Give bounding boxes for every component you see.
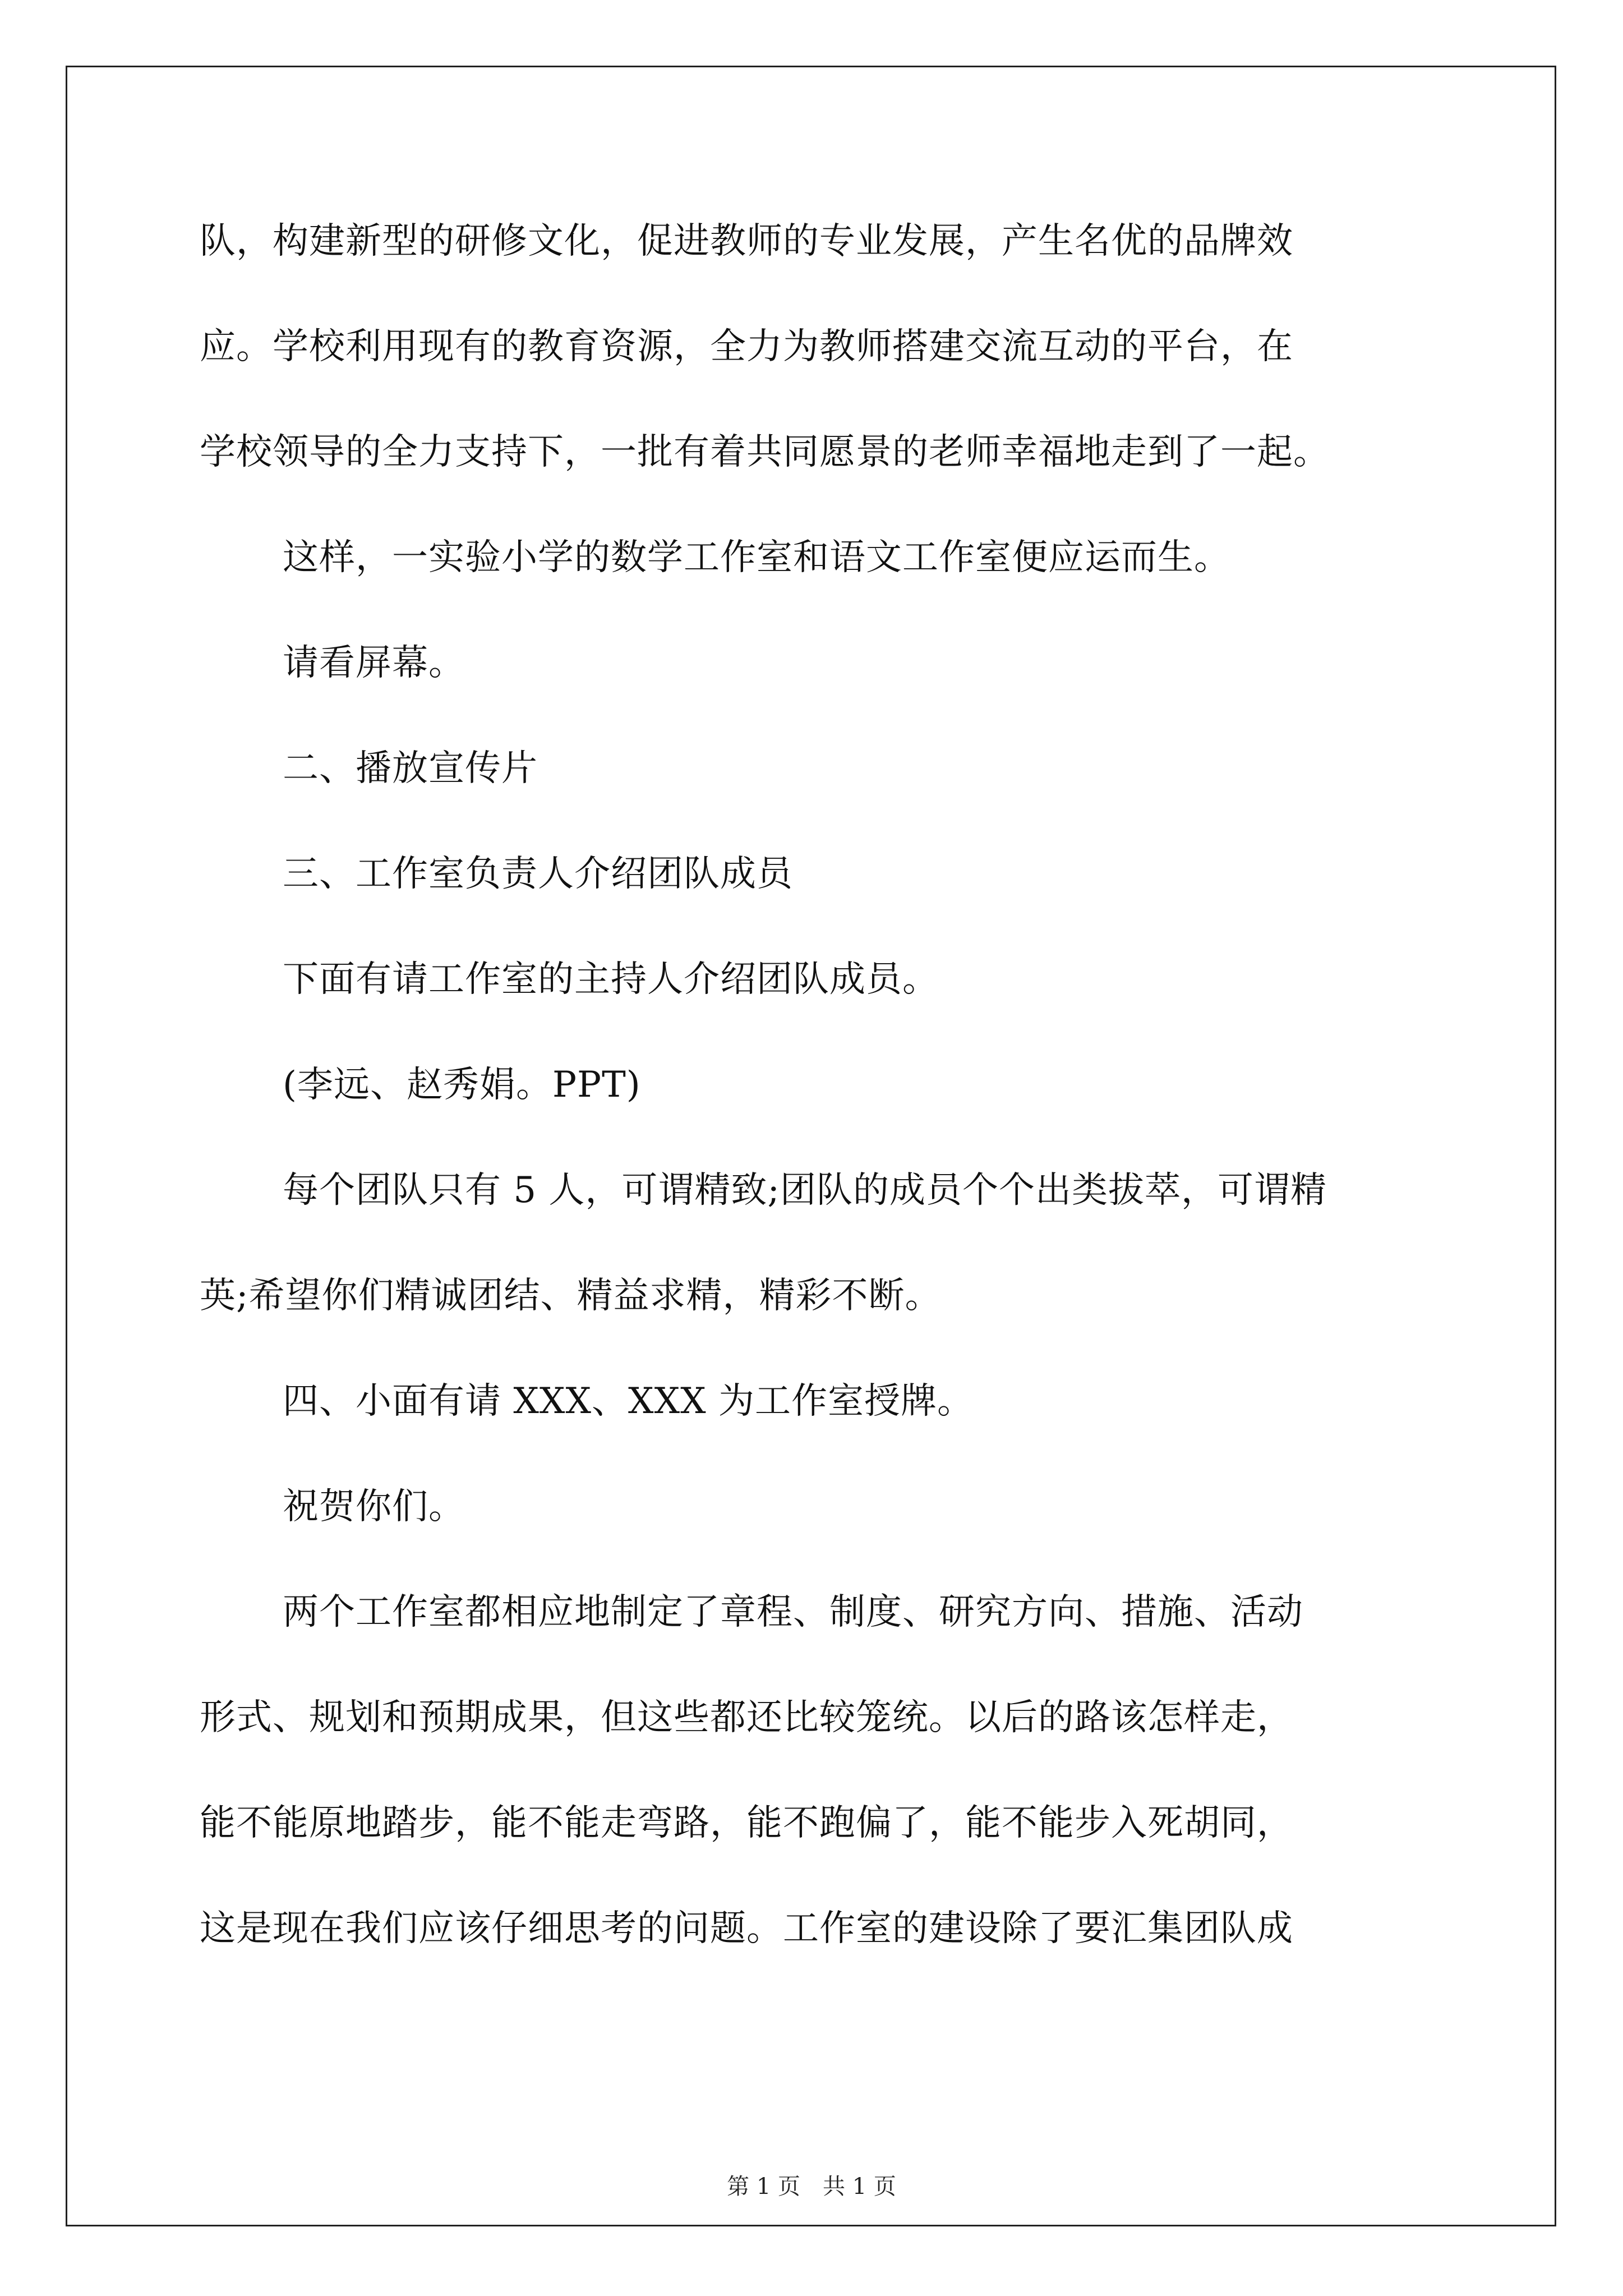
paragraph-line: 应。学校利用现有的教育资源，全力为教师搭建交流互动的平台，在 xyxy=(200,326,1293,367)
paragraph-line: 请看屏幕。 xyxy=(283,642,465,684)
paragraph-line: (李远、赵秀娟。PPT) xyxy=(283,1064,641,1106)
paragraph-line: 三、工作室负责人介绍团队成员 xyxy=(283,853,793,895)
document-body xyxy=(200,214,1428,2007)
paragraph-line: 学校领导的全力支持下，一批有着共同愿景的老师幸福地走到了一起。 xyxy=(200,431,1330,473)
paragraph-line: 队，构建新型的研修文化，促进教师的专业发展，产生名优的品牌效 xyxy=(200,220,1293,262)
paragraph-line: 英;希望你们精诚团结、精益求精，精彩不断。 xyxy=(200,1275,942,1317)
paragraph-line: 二、播放宣传片 xyxy=(283,748,538,789)
page-footer: 第 1 页 共 1 页 xyxy=(727,2174,896,2200)
paragraph-line: 祝贺你们。 xyxy=(283,1486,465,1527)
paragraph-line: 两个工作室都相应地制定了章程、制度、研究方向、措施、活动 xyxy=(283,1591,1303,1633)
paragraph-line: 能不能原地踏步，能不能走弯路，能不跑偏了，能不能步入死胡同， xyxy=(200,1802,1293,1844)
paragraph-line: 每个团队只有 5 人，可谓精致;团队的成员个个出类拔萃，可谓精 xyxy=(283,1170,1327,1211)
paragraph-line: 形式、规划和预期成果，但这些都还比较笼统。以后的路该怎样走， xyxy=(200,1697,1293,1738)
paragraph-line: 四、小面有请 XXX、XXX 为工作室授牌。 xyxy=(283,1381,974,1422)
paragraph-line: 这样，一实验小学的数学工作室和语文工作室便应运而生。 xyxy=(283,537,1230,578)
paragraph-line: 下面有请工作室的主持人介绍团队成员。 xyxy=(283,959,939,1000)
paragraph-line: 这是现在我们应该仔细思考的问题。工作室的建设除了要汇集团队成 xyxy=(200,1908,1293,1949)
